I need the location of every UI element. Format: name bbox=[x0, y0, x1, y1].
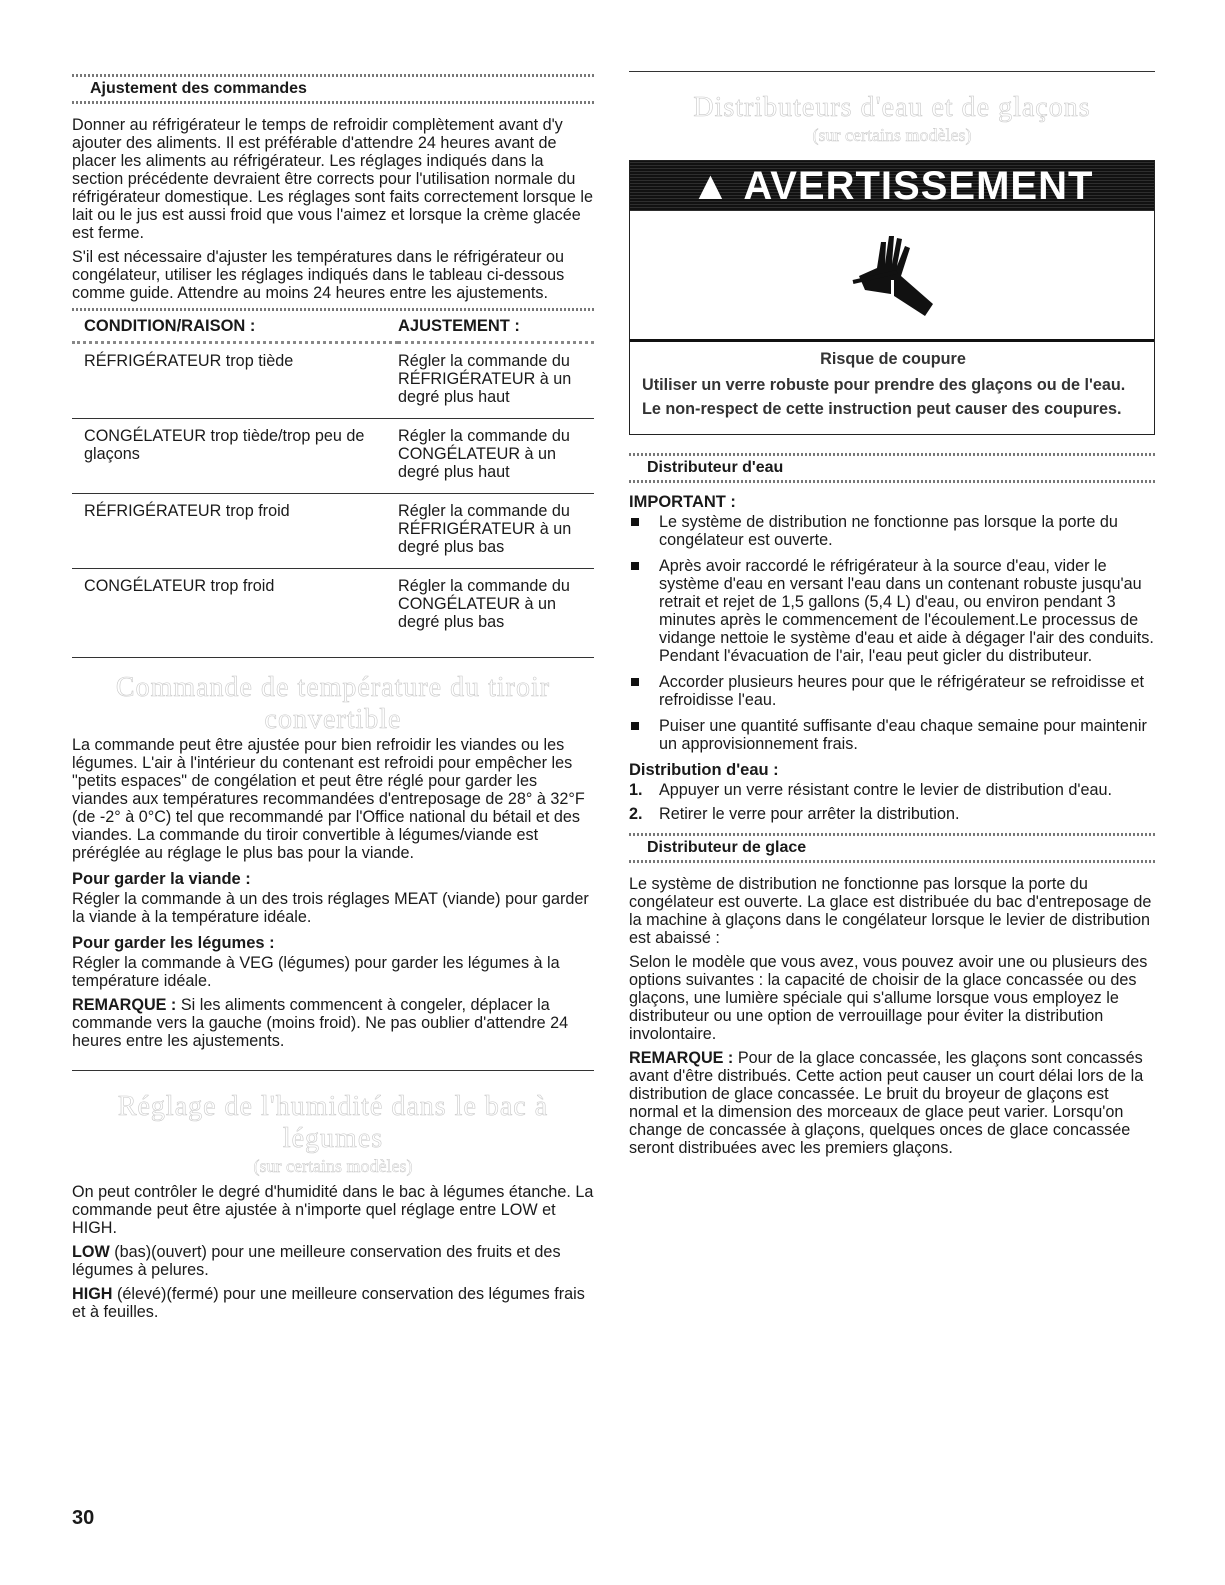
section-heading-water: Distributeur d'eau bbox=[647, 459, 784, 476]
divider bbox=[629, 480, 1155, 483]
table-row bbox=[72, 569, 594, 644]
subheading-dispensing: Distribution d'eau : bbox=[629, 761, 779, 779]
warning-banner-text: AVERTISSEMENT bbox=[743, 164, 1094, 208]
page-number: 30 bbox=[72, 1507, 95, 1529]
section-heading-adjust: Ajustement des commandes bbox=[90, 80, 307, 97]
table-cell: Régler la commande du RÉFRIGÉRATEUR à un degré plus bas bbox=[398, 494, 594, 569]
section-subtitle-humidity: (sur certains modèles) bbox=[253, 1156, 413, 1176]
step-number: 2. bbox=[629, 805, 643, 823]
subheading-vegetables: Pour garder les légumes : bbox=[72, 934, 275, 952]
list-item: Accorder plusieurs heures pour que le réfrigérateur se refroidisse et refroidisse l'eau. bbox=[629, 673, 1155, 709]
warning-text bbox=[630, 342, 1154, 434]
important-label: IMPORTANT : bbox=[629, 493, 736, 511]
step-text: Appuyer un verre résistant contre le levier de distribution d'eau. bbox=[659, 781, 1112, 799]
section-subtitle-dispensers: (sur certains modèles) bbox=[812, 125, 972, 145]
warning-line: Le non-respect de cette instruction peut causer des coupures. bbox=[642, 400, 1122, 418]
adjust-table bbox=[72, 311, 594, 643]
warning-banner bbox=[630, 161, 1154, 211]
left-column bbox=[72, 0, 594, 1327]
paragraph: S'il est nécessaire d'ajuster les températures dans le réfrigérateur ou congélateur, utiliser les réglages indiqués dans le tableau ci-dessous comme guide. Attendre au moins 24 heures entre les ajustements. bbox=[72, 248, 565, 302]
warning-box bbox=[629, 160, 1155, 435]
table-row bbox=[72, 494, 594, 569]
table-row bbox=[72, 343, 594, 419]
note-text: Si les aliments commencent à congeler, déplacer la commande vers la gauche (moins froid). Ne pas oublier d'attendre 24 heures entre les ajustements. bbox=[72, 996, 569, 1050]
table-cell: Régler la commande du CONGÉLATEUR à un degré plus haut bbox=[398, 419, 594, 494]
table-cell: CONGÉLATEUR trop tiède/trop peu de glaçons bbox=[72, 419, 398, 494]
list-item: Après avoir raccordé le réfrigérateur à la source d'eau, vider le système d'eau en versant l'eau dans un contenant robuste jusqu'au retrait et rejet de 1,5 gallons (5,4 L) d'eau, ou environ pendant 3 minutes après le commencement de l'écoulement.Le processus de vidange nettoie le système d'eau et aide à dégager l'air des conduits. Pendant l'évacuation de l'air, l'eau peut gicler du distributeur. bbox=[629, 557, 1155, 665]
table-header-row bbox=[72, 311, 594, 343]
paragraph: Selon le modèle que vous avez, vous pouvez avoir une ou plusieurs des options suivantes : la capacité de choisir de la glace concassée ou des glaçons, une lumière spéciale qui s'allume lorsque vous employez le distributeur ou une option de verrouillage pour éviter la distribution involontaire. bbox=[629, 953, 1148, 1043]
divider bbox=[72, 101, 594, 104]
warning-line: Utiliser un verre robuste pour prendre des glaçons ou de l'eau. bbox=[642, 376, 1126, 394]
high-paragraph bbox=[72, 1285, 594, 1321]
warning-title: Risque de coupure bbox=[820, 350, 966, 368]
table-cell: RÉFRIGÉRATEUR trop tiède bbox=[72, 343, 398, 419]
note-paragraph bbox=[72, 996, 594, 1050]
warning-triangle-icon: ▲ bbox=[690, 164, 732, 208]
note-label: REMARQUE : bbox=[629, 1049, 734, 1067]
section-title-humidity: Réglage de l'humidité dans le bac à légumes bbox=[117, 1091, 549, 1154]
important-list bbox=[629, 513, 1155, 753]
section-heading-ice: Distributeur de glace bbox=[647, 839, 807, 856]
divider bbox=[629, 71, 1155, 72]
paragraph: Le système de distribution ne fonctionne pas lorsque la porte du congélateur est ouverte. La glace est distribuée du bac d'entreposage de la machine à glaçons dans le congélateur lorsque le levier de distribution est abaissé : bbox=[629, 875, 1152, 947]
table-cell: CONGÉLATEUR trop froid bbox=[72, 569, 398, 644]
paragraph: On peut contrôler le degré d'humidité dans le bac à légumes étanche. La commande peut être ajustée à n'importe quel réglage entre LOW et HIGH. bbox=[72, 1183, 594, 1237]
list-item bbox=[629, 781, 1155, 799]
list-item bbox=[629, 805, 1155, 823]
table-cell: RÉFRIGÉRATEUR trop froid bbox=[72, 494, 398, 569]
divider bbox=[72, 1070, 594, 1071]
note-text: Pour de la glace concassée, les glaçons sont concassés avant d'être distribués. Cette action peut causer un court délai lors de la distribution de glace concassée. Le bruit du broyeur de glaçons est normal et la dimension des morceaux de glace peut varier. Lorsqu'on change de concassée à glaçons, quelques onces de glace concassée seront distribuées avec les premiers glaçons. bbox=[629, 1049, 1144, 1157]
list-item: Le système de distribution ne fonctionne pas lorsque la porte du congélateur est ouverte. bbox=[629, 513, 1155, 549]
table-cell: Régler la commande du RÉFRIGÉRATEUR à un degré plus haut bbox=[398, 343, 594, 419]
divider bbox=[629, 860, 1155, 863]
high-label: HIGH bbox=[72, 1285, 113, 1303]
paragraph: Régler la commande à VEG (légumes) pour garder les légumes à la température idéale. bbox=[72, 954, 560, 990]
list-item: Puiser une quantité suffisante d'eau chaque semaine pour maintenir un approvisionnement frais. bbox=[629, 717, 1155, 753]
paragraph: Régler la commande à un des trois réglages MEAT (viande) pour garder la viande à la température idéale. bbox=[72, 890, 589, 926]
cut-hand-hazard-icon bbox=[630, 211, 1154, 342]
subheading-meat: Pour garder la viande : bbox=[72, 870, 251, 888]
paragraph: La commande peut être ajustée pour bien refroidir les viandes ou les légumes. L'air à l'intérieur du contenant est refroidi pour empêcher les "petits espaces" de congélation et peut être réglé pour garder les viandes aux températures recommandées d'entreposage de 28° à 32°F (de -2° à 0°C) tel que recommandé par l'Office national du bétail et des viandes. La commande du tiroir convertible à légumes/viande est préréglée au réglage le plus bas pour la viande. bbox=[72, 736, 585, 862]
table-cell: Régler la commande du CONGÉLATEUR à un degré plus bas bbox=[398, 569, 594, 644]
low-paragraph bbox=[72, 1243, 594, 1279]
low-text: (bas)(ouvert) pour une meilleure conservation des fruits et des légumes à pelures. bbox=[72, 1243, 561, 1279]
step-number: 1. bbox=[629, 781, 643, 799]
section-title-drawer: Commande de température du tiroir convertible bbox=[115, 672, 551, 735]
low-label: LOW bbox=[72, 1243, 110, 1261]
high-text: (élevé)(fermé) pour une meilleure conservation des légumes frais et à feuilles. bbox=[72, 1285, 585, 1321]
right-column bbox=[629, 0, 1155, 1163]
table-header-condition: CONDITION/RAISON : bbox=[84, 317, 256, 335]
section-title-dispensers: Distributeurs d'eau et de glaçons bbox=[693, 92, 1091, 123]
hand-cut-icon bbox=[837, 220, 947, 330]
note-label: REMARQUE : bbox=[72, 996, 177, 1014]
divider bbox=[72, 657, 594, 658]
note-paragraph bbox=[629, 1049, 1155, 1157]
table-header-adjust: AJUSTEMENT : bbox=[398, 317, 520, 335]
paragraph: Donner au réfrigérateur le temps de refroidir complètement avant d'y ajouter des aliments. Il est préférable d'attendre 24 heures avant de placer les aliments au réfrigérateur. Les réglages indiqués dans la section précédente devraient être corrects pour l'utilisation normale du réfrigérateur domestique. Les réglages sont faits correctement lorsque le lait ou le jus est aussi froid que vous l'aimez et lorsque la crème glacée est ferme. bbox=[72, 116, 593, 242]
table-row bbox=[72, 419, 594, 494]
step-text: Retirer le verre pour arrêter la distribution. bbox=[659, 805, 960, 823]
steps-list bbox=[629, 781, 1155, 823]
